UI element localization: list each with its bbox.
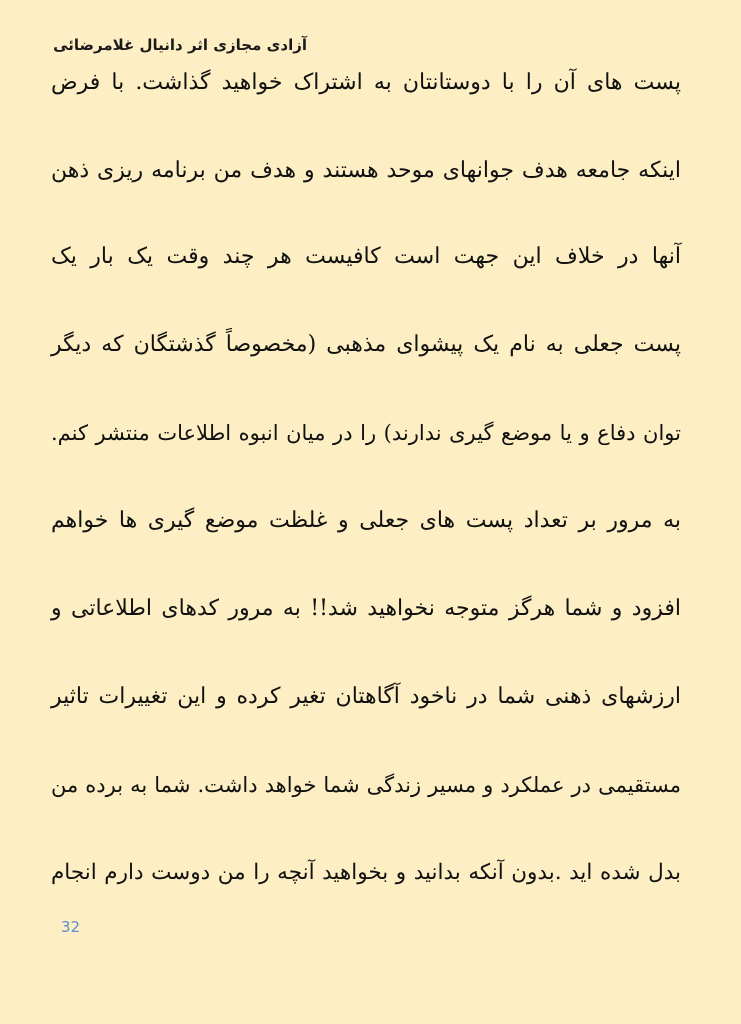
text-line: توان دفاع و یا موضع گیری ندارند) را در میان انبوه اطلاعات منتشر کنم. — [51, 421, 681, 445]
text-line: آنها در خلاف این جهت است کافیست هر چند وقت یک بار یک — [51, 244, 681, 269]
running-header: آزادی مجازی اثر دانیال غلامرضائی — [53, 36, 307, 54]
text-line: بدل شده اید .بدون آنکه بدانید و بخواهید آنچه را من دوست دارم انجام — [51, 860, 681, 885]
text-line: افزود و شما هرگز متوجه نخواهید شد!! به مرور کدهای اطلاعاتی و — [51, 596, 681, 621]
text-line: اینکه جامعه هدف جوانهای موحد هستند و هدف من برنامه ریزی ذهن — [51, 158, 681, 183]
page-number: 32 — [61, 918, 81, 936]
text-line: پست های آن را با دوستانتان به اشتراک خواهید گذاشت. با فرض — [51, 70, 681, 95]
text-line: به مرور بر تعداد پست های جعلی و غلظت موضع گیری ها خواهم — [51, 508, 681, 533]
text-line: پست جعلی به نام یک پیشوای مذهبی (مخصوصاً گذشتگان که دیگر — [51, 332, 681, 357]
text-line: ارزشهای ذهنی شما در ناخود آگاهتان تغیر کرده و این تغییرات تاثیر — [51, 684, 681, 709]
text-line: مستقیمی در عملکرد و مسیر زندگی شما خواهد داشت. شما به برده من — [51, 773, 681, 797]
